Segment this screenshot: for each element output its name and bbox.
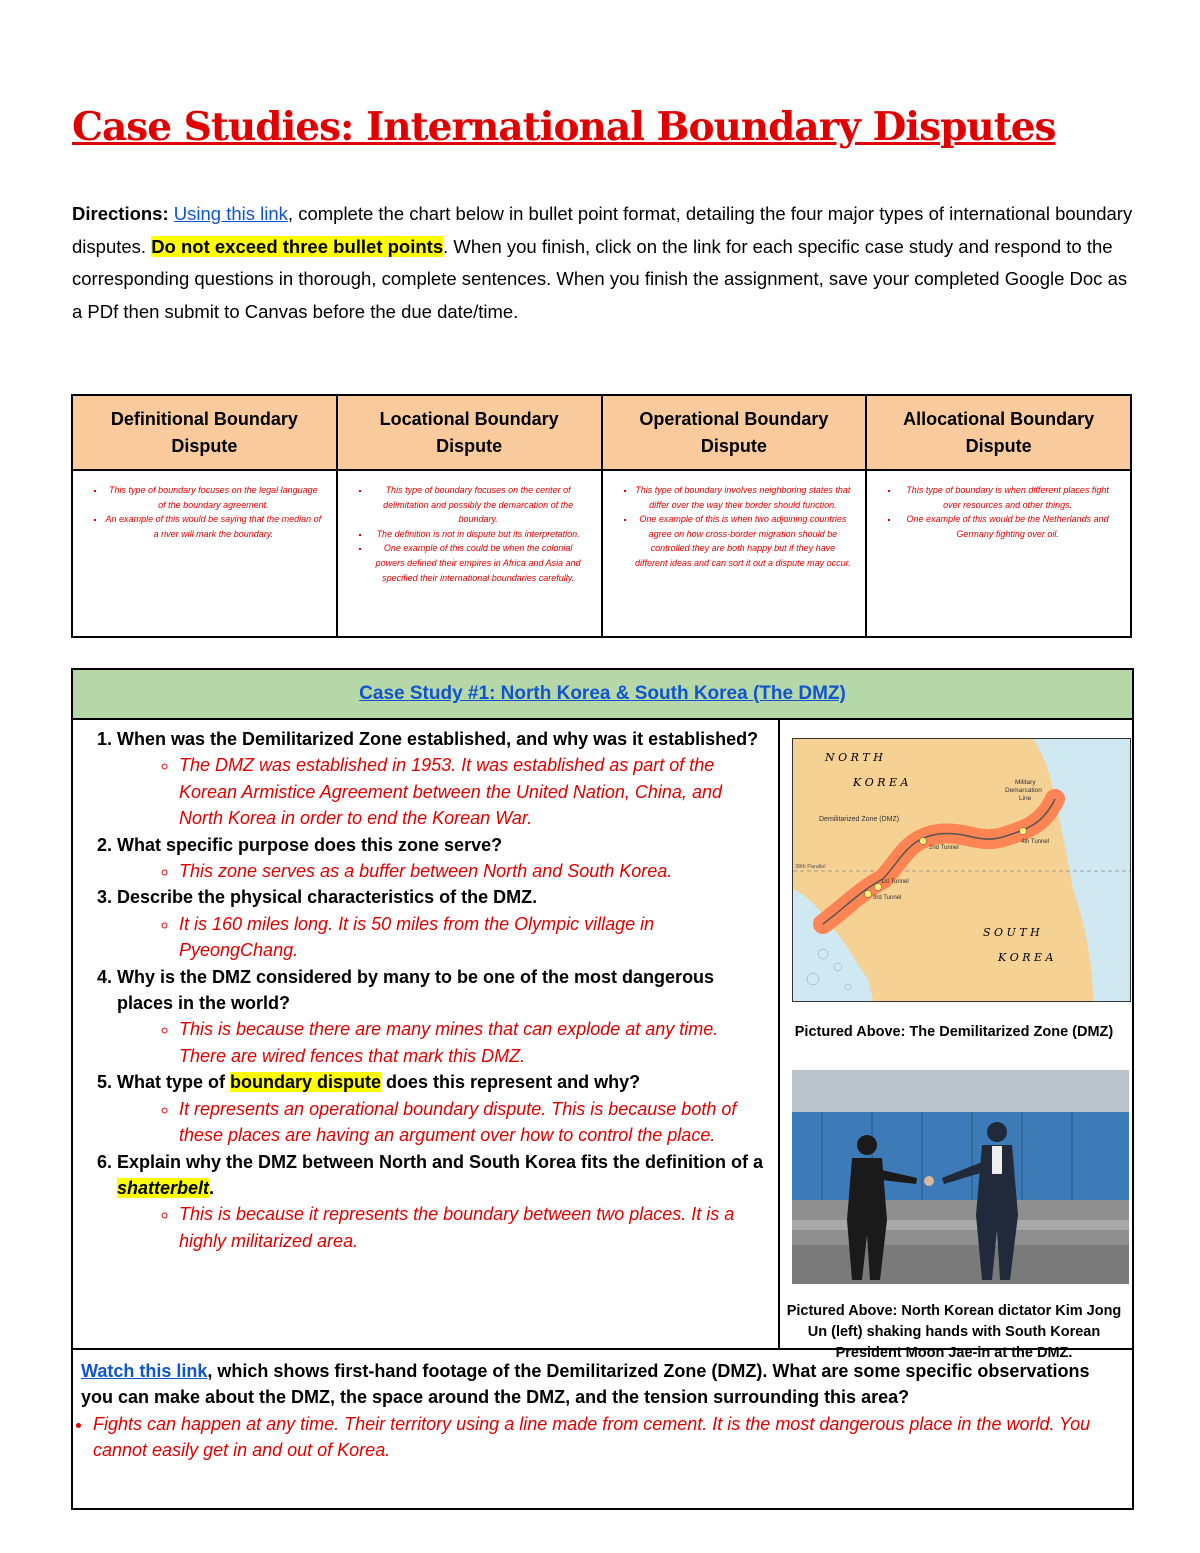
watch-cell [72, 1349, 1133, 1509]
question-highlight: boundary dispute [230, 1072, 382, 1093]
type-heading-operational: Operational Boundary Dispute [602, 395, 867, 470]
case-study-table [71, 668, 1134, 1510]
page-title: Case Studies: International Boundary Disputes [72, 104, 1056, 150]
case-study-header [72, 669, 1133, 719]
list-item: ▪ The definition is not in dispute but its interpretation. [370, 527, 587, 542]
directions-link[interactable]: Using this link [173, 203, 288, 224]
question-item [117, 1069, 768, 1148]
map-label-mdl-1: Military [1015, 779, 1036, 786]
map-label-dmz: Demilitarized Zone (DMZ) [819, 816, 900, 823]
directions [72, 198, 1142, 328]
directions-label: Directions: [72, 203, 169, 224]
answer-text: ◦ It is 160 miles long. It is 50 miles from the Olympic village in PyeongChang. [179, 911, 768, 964]
types-body-row [72, 470, 1131, 637]
list-item: ▪ This type of boundary focuses on the center of delimitation and possibly the demarcation of the boundary. [370, 483, 587, 527]
question-text: What specific purpose does this zone serve? [117, 834, 503, 855]
list-item: ▪ This type of boundary focuses on the legal language of the boundary agreement. [105, 483, 322, 512]
question-text-pre: Explain why the DMZ between North and South Korea fits the definition of a [117, 1151, 764, 1172]
map-caption: Pictured Above: The Demilitarized Zone (DMZ) [794, 1024, 1114, 1040]
answer-text: ◦ This is because it represents the boundary between two places. It is a highly militarized area. [179, 1201, 768, 1254]
map-label-tunnel-2: 2nd Tunnel [929, 845, 959, 851]
type-heading-definitional: Definitional Boundary Dispute [72, 395, 337, 470]
answer-text: ◦ This zone serves as a buffer between North and South Korea. [179, 858, 768, 884]
answer-text: ◦ This is because there are many mines that can explode at any time. There are wired fences that mark this DMZ. [179, 1016, 768, 1069]
map-label-north: N O R T H [825, 751, 883, 764]
directions-text-1: , complete the chart below in bullet point format, detailing the four major types of international boundary disputes. [72, 203, 1133, 257]
dmz-map [792, 738, 1131, 1002]
type-heading-allocational: Allocational Boundary Dispute [866, 395, 1131, 470]
watch-answer: • Fights can happen at any time. Their territory using a line made from cement. It is the most dangerous place in the world. You cannot easily get in and out of Korea. [93, 1411, 1124, 1464]
list-item: ▪ One example of this is when two adjoining countries agree on how cross-border migration should be controlled they are both happy but if they have different ideas and can sort it out a dispute may occur. [635, 512, 852, 570]
question-text-post: . [209, 1177, 215, 1198]
map-label-mdl-3: Line [1019, 795, 1032, 802]
question-text: Why is the DMZ considered by many to be one of the most dangerous places in the world? [117, 966, 715, 1014]
directions-highlight: Do not exceed three bullet points [151, 235, 444, 257]
question-text: When was the Demilitarized Zone established, and why was it established? [117, 729, 759, 749]
question-text-pre: What type of [117, 1072, 230, 1093]
question-item [117, 884, 768, 963]
map-label-south-2: K O R E A [998, 951, 1054, 964]
question-text: Describe the physical characteristics of the DMZ. [117, 887, 538, 908]
case-study-link[interactable]: Case Study #1: North Korea & South Korea (The DMZ) [359, 683, 846, 704]
type-cell-locational [337, 470, 602, 637]
pictures-cell [779, 719, 1133, 1361]
handshake-photo [792, 1070, 1129, 1284]
answer-text: ◦ The DMZ was established in 1953. It was established as part of the Korean Armistice Agreement between the United Nation, China, and North Korea in order to end the Korean War. [179, 752, 768, 831]
type-heading-locational: Locational Boundary Dispute [337, 395, 602, 470]
photo-caption: Pictured Above: North Korean dictator Kim Jong Un (left) shaking hands with South Korean President Moon Jae-in at the DMZ. [786, 1303, 1122, 1361]
list-item: ▪ One example of this could be when the colonial powers defined their empires in Africa and Asia and specified their international boundaries carefully. [370, 541, 587, 585]
type-cell-definitional [72, 470, 337, 637]
list-item: ▪ An example of this would be saying that the median of a river will mark the boundary. [105, 512, 322, 541]
watch-link[interactable]: Watch this link [81, 1361, 208, 1381]
question-text-post: does this represent and why? [381, 1072, 641, 1093]
list-item: ▪ One example of this would be the Netherlands and Germany fighting over oil. [899, 512, 1116, 541]
type-cell-operational [602, 470, 867, 637]
directions-text-2: . When you finish, click on the link for each specific case study and respond to the corresponding questions in thorough, complete sentences. When you finish the assignment, save your completed Google Doc as a PDf then submit to Canvas before the due date/time. [72, 235, 1128, 322]
question-item [117, 1149, 768, 1255]
list-item: ▪ This type of boundary involves neighboring states that differ over the way their border should function. [635, 483, 852, 512]
answer-text: ◦ It represents an operational boundary dispute. This is because both of these places are having an argument over how to control the place. [179, 1096, 768, 1149]
question-highlight: shatterbelt [117, 1177, 210, 1198]
map-label-tunnel-4: 4th Tunnel [1021, 839, 1050, 845]
question-item [117, 964, 768, 1070]
question-item [117, 726, 768, 832]
questions-cell [72, 719, 779, 1349]
boundary-types-table [71, 394, 1132, 638]
watch-question: , which shows first-hand footage of the Demilitarized Zone (DMZ). What are some specific observations you can make about the DMZ, the space around the DMZ, and the tension surrounding this area? [81, 1361, 1090, 1408]
map-label-north-2: K O R E A [853, 776, 909, 789]
map-label-tunnel-1: 1st Tunnel [881, 879, 909, 885]
questions-list [83, 726, 768, 1254]
map-label-mdl-2: Demarcation [1005, 787, 1042, 794]
type-cell-allocational [866, 470, 1131, 637]
types-header-row [72, 395, 1131, 470]
map-label-tunnel-3: 3rd Tunnel [873, 895, 902, 901]
list-item: ▪ This type of boundary is when different places fight over resources and other things. [899, 483, 1116, 512]
question-item [117, 832, 768, 885]
map-label-south: S O U T H [983, 926, 1040, 939]
map-label-parallel: 38th Parallel [795, 864, 826, 870]
